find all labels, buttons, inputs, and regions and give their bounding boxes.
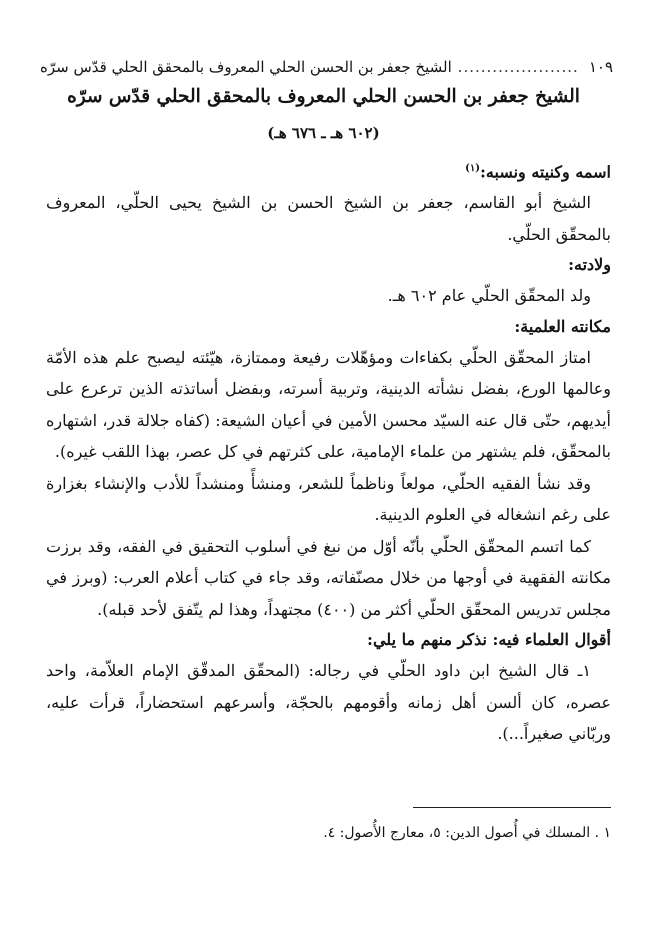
paragraph-status-3: كما اتسم المحقّق الحلّي بأنّه أوّل من نبغ في أسلوب التحقيق في الفقه، وقد برزت مكانته الفقهية في أوجها من خلال مصنّفاته، وقد جاء في كتاب أعلام العرب: (وبرز في مجلس تدريس المحقّق الحلّي أكثر من (٤٠٠) مجتهداً، وهذا لم يتّفق لأحد قبله). — [46, 536, 611, 619]
page-number: ١٠٩ — [588, 58, 613, 76]
paragraph-saying-1: ١ـ قال الشيخ ابن داود الحلّي في رجاله: (المحقّق المدقّق الإمام العلاّمة، واحد عصره، كان ألسن أهل زمانه وأقومهم بالحجّة، وأسرعهم استحضاراً، قرأت عليه، وربّاني صغيراً...). — [46, 661, 611, 744]
heading-status: مكانته العلمية: — [514, 316, 611, 336]
heading-name: اسمه وكنيته ونسبه:$^{(١)}$ — [465, 162, 611, 182]
running-header — [40, 56, 613, 78]
paragraph-birth: ولد المحقّق الحلّي عام ٦٠٢ هـ. — [387, 286, 591, 306]
leader-dots — [456, 56, 579, 78]
running-title: الشيخ جعفر بن الحسن الحلي المعروف بالمحقق الحلي قدّس سرّه — [40, 58, 452, 76]
heading-birth: ولادته: — [568, 255, 611, 275]
paragraph-status-1: امتاز المحقّق الحلّي بكفاءات ومؤهّلات رفيعة وممتازة، هيّئته ليصبح علم هذه الأمّة وعالمها الورع، بفضل نشأته الدينية، وتربية أسرته، وبفضل أساتذته الذين ترعرع على أيديهم، حتّى قال عنه السيّد محسن الأمين في أعيان الشيعة: (كفاه جلالة قدر، اشتهاره بالمحقّق، فلم يشتهر من علماء الإمامية، على كثرتهم في كل عصر، بهذا اللقب غيره). — [46, 347, 611, 462]
paragraph-name: الشيخ أبو القاسم، جعفر بن الشيخ الحسن بن الشيخ يحيى الحلّي، المعروف بالمحقّق الحلّي. — [46, 193, 611, 244]
footnote-divider — [413, 807, 611, 808]
footnote-marker: (١) — [465, 163, 480, 174]
body-text — [46, 154, 611, 750]
heading-sayings: أقوال العلماء فيه: نذكر منهم ما يلي: — [367, 630, 611, 650]
life-dates: (٦٠٢ هـ ـ ٦٧٦ هـ) — [267, 124, 380, 142]
page-title: الشيخ جعفر بن الحسن الحلي المعروف بالمحقق الحلي قدّس سرّه — [67, 86, 580, 107]
paragraph-status-2: وقد نشأ الفقيه الحلّي، مولعاً وناظماً للشعر، ومنشأً ومنشداً للأدب والإنشاء بغزارة على رغم انشغاله في العلوم الدينية. — [46, 473, 611, 525]
footnote: ١ . المسلك في أُصول الدين: ٥، معارج الأُصول: ٤. — [323, 825, 611, 841]
